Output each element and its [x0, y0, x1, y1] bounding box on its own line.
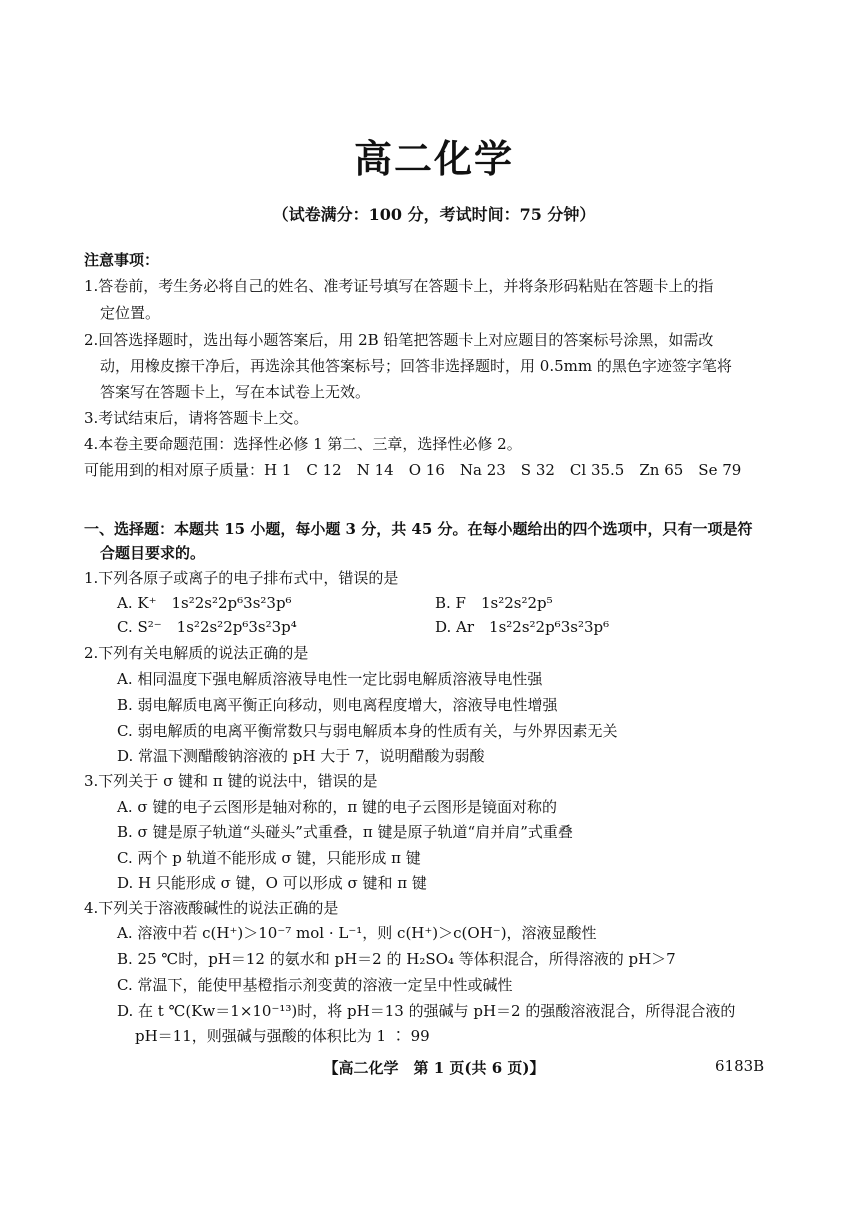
question-4-option-d: D. 在 t ℃(Kw＝1×10⁻¹³)时，将 pH＝13 的强碱与 pH＝2 的强酸溶液混合，所得混合液的 [117, 1002, 736, 1020]
question-2-stem: 2.下列有关电解质的说法正确的是 [84, 644, 309, 662]
question-4-stem: 4.下列关于溶液酸碱性的说法正确的是 [84, 899, 339, 917]
question-3-option-d: D. H 只能形成 σ 键，O 可以形成 σ 键和 π 键 [117, 874, 427, 892]
section-heading: 一、选择题：本题共 15 小题，每小题 3 分，共 45 分。在每小题给出的四个选项中，只有一项是符 [84, 520, 753, 538]
notice-item-1: 1.答卷前，考生务必将自己的姓名、准考证号填写在答题卡上，并将条形码粘贴在答题卡上的指 [84, 277, 714, 295]
paper-code: 6183B [715, 1057, 765, 1075]
notice-item-3: 3.考试结束后，请将答题卡上交。 [84, 409, 309, 427]
question-4-option-c: C. 常温下，能使甲基橙指示剂变黄的溶液一定呈中性或碱性 [117, 976, 513, 994]
notice-item-1-cont: 定位置。 [100, 304, 161, 322]
question-1-option-d: D. Ar 1s²2s²2p⁶3s²3p⁶ [435, 618, 610, 636]
question-4-option-b: B. 25 ℃时，pH＝12 的氨水和 pH＝2 的 H₂SO₄ 等体积混合，所得溶液的 pH＞7 [117, 950, 676, 968]
question-4-option-d-cont: pH＝11，则强碱与强酸的体积比为 1 ∶ 99 [135, 1027, 430, 1045]
section-heading-cont: 合题目要求的。 [100, 544, 206, 562]
question-1-option-a: A. K⁺ 1s²2s²2p⁶3s²3p⁶ [117, 594, 292, 612]
page-footer: 【高二化学 第 1 页(共 6 页)】 [323, 1059, 545, 1077]
notice-item-2-cont: 答案写在答题卡上，写在本试卷上无效。 [100, 383, 371, 401]
notice-item-4: 4.本卷主要命题范围：选择性必修 1 第二、三章，选择性必修 2。 [84, 435, 522, 453]
question-3-option-a: A. σ 键的电子云图形是轴对称的，π 键的电子云图形是镜面对称的 [117, 798, 558, 816]
question-3-option-c: C. 两个 p 轨道不能形成 σ 键，只能形成 π 键 [117, 849, 421, 867]
notice-item-2: 2.回答选择题时，选出每小题答案后，用 2B 铅笔把答题卡上对应题目的答案标号涂黑，如需改 [84, 331, 714, 349]
notice-item-2-cont: 动，用橡皮擦干净后，再选涂其他答案标号；回答非选择题时，用 0.5mm 的黑色字迹签字笔将 [100, 357, 732, 375]
question-1-option-c: C. S²⁻ 1s²2s²2p⁶3s²3p⁴ [117, 618, 297, 636]
question-4-option-a: A. 溶液中若 c(H⁺)＞10⁻⁷ mol · L⁻¹，则 c(H⁺)＞c(OH⁻)，溶液显酸性 [117, 924, 597, 942]
question-1-stem: 1.下列各原子或离子的电子排布式中，错误的是 [84, 569, 399, 587]
page-title: 高二化学 [353, 136, 514, 181]
exam-info: （试卷满分：100 分，考试时间：75 分钟） [272, 205, 596, 224]
question-1-option-b: B. F 1s²2s²2p⁵ [435, 594, 553, 612]
question-2-option-a: A. 相同温度下强电解质溶液导电性一定比弱电解质溶液导电性强 [117, 670, 543, 688]
atomic-masses: 可能用到的相对原子质量：H 1 C 12 N 14 O 16 Na 23 S 32 Cl 35.5 Zn 65 Se 79 [84, 461, 742, 479]
question-2-option-c: C. 弱电解质的电离平衡常数只与弱电解质本身的性质有关，与外界因素无关 [117, 722, 618, 740]
question-2-option-d: D. 常温下测醋酸钠溶液的 pH 大于 7，说明醋酸为弱酸 [117, 747, 485, 765]
question-2-option-b: B. 弱电解质电离平衡正向移动，则电离程度增大，溶液导电性增强 [117, 696, 558, 714]
question-3-option-b: B. σ 键是原子轨道“头碰头”式重叠，π 键是原子轨道“肩并肩”式重叠 [117, 823, 573, 841]
notice-heading: 注意事项： [84, 251, 160, 269]
question-3-stem: 3.下列关于 σ 键和 π 键的说法中，错误的是 [84, 772, 378, 790]
